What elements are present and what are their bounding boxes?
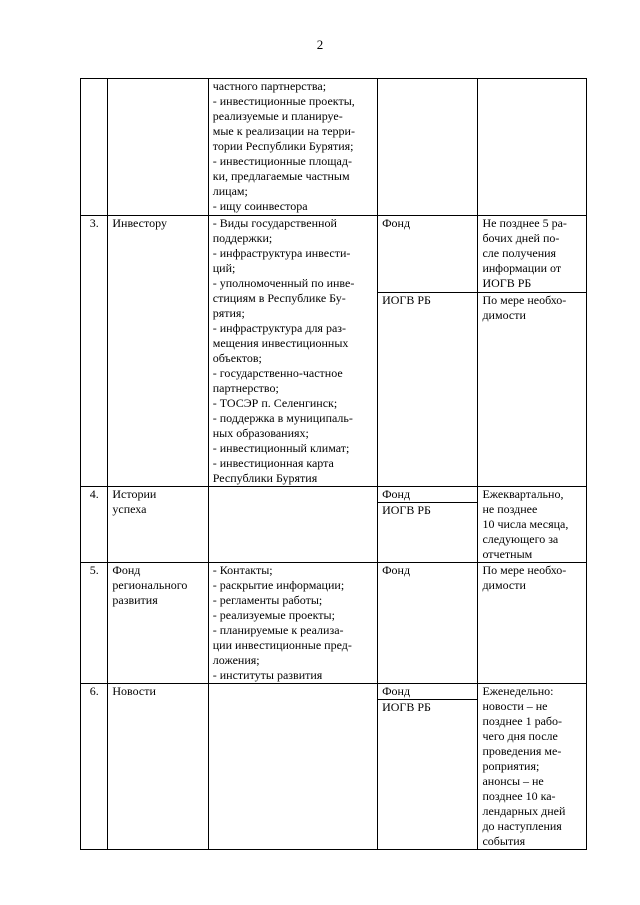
deadline [478,684,587,850]
table-row [81,684,587,850]
section-content-line: - регламенты работы; [212,593,323,607]
section-content [208,487,377,563]
section-name [108,216,208,487]
section-content-line: - реализуемые проекты; [212,608,335,622]
table-row [81,79,587,216]
responsible [378,487,478,563]
section-content-line: поддержки; [212,231,273,245]
section-content-line: ных образованиях; [212,426,309,440]
deadline-line: новости – не [482,699,548,713]
deadline-line: проведения ме- [482,744,562,758]
deadline-line: 10 числа месяца, [482,517,569,531]
section-content-line: - поддержка в муниципаль- [212,411,353,425]
section-content [208,79,377,216]
section-content [208,563,377,684]
section-content-line: реализуемые и планируе- [212,109,343,123]
deadline-line: димости [482,578,526,592]
section-content-line: ций; [212,261,236,275]
responsible-line: Фонд [382,216,411,230]
section-content-line: объектов; [212,351,262,365]
section-content-line: - Контакты; [212,563,273,577]
deadline-line: ИОГВ РБ [482,276,532,290]
section-content-line: частного партнерства; [212,79,327,93]
deadline-line: По мере необхо- [482,563,567,577]
section-content-line: - инвестиционные проекты, [212,94,355,108]
section-content-line: - раскрытие информации; [212,578,345,592]
responsible [378,684,478,850]
section-content-line: стициям в Республике Бу- [212,291,346,305]
deadline-line: Ежеквартально, [482,487,564,501]
section-content-line: - Виды государственной [212,216,337,230]
section-content-line: тории Республики Бурятия; [212,139,354,153]
section-content-line: Республики Бурятия [212,471,318,485]
section-content-line: - уполномоченный по инве- [212,276,355,290]
section-content-line: - инвестиционная карта [212,456,334,470]
deadline-line: Еженедельно: [482,684,554,698]
deadline-line: чего дня после [482,729,558,743]
section-content-line: - инфраструктура для раз- [212,321,347,335]
row-number-line: 6. [89,684,99,698]
deadline-line: лендарных дней [482,804,566,818]
responsible-entry: Фонд [378,684,477,700]
row-number [81,487,108,563]
responsible-line: ИОГВ РБ [382,293,431,307]
row-number-line: 5. [89,563,99,577]
deadline-line: отчетным [482,547,533,561]
section-content-line: - инфраструктура инвести- [212,246,351,260]
section-content [208,684,377,850]
section-content-line: ложения; [212,653,260,667]
deadline-line: позднее 1 рабо- [482,714,563,728]
responsible [378,293,478,487]
section-name-line: Новости [112,684,156,698]
section-content-line: - государственно-частное [212,366,343,380]
schedule-table [80,78,587,850]
section-name [108,79,208,216]
section-name-line: успеха [112,502,147,516]
deadline-line: до наступления [482,819,562,833]
section-content-line: мещения инвестиционных [212,336,349,350]
table-row [81,563,587,684]
section-name [108,487,208,563]
section-content-line: лицам; [212,184,248,198]
table-row [81,216,587,293]
deadline-line: следующего за [482,532,559,546]
section-name [108,684,208,850]
responsible-entry: Фонд [382,563,411,577]
section-content [208,216,377,487]
deadline-line: Не позднее 5 ра- [482,216,567,230]
deadline-line: анонсы – не [482,774,544,788]
section-content-line: - инвестиционный климат; [212,441,350,455]
deadline-line: не позднее [482,502,538,516]
table-row [81,487,587,563]
section-name-line: Фонд [112,563,141,577]
responsible [378,563,478,684]
section-content-line: - институты развития [212,668,323,682]
section-content-line: ки, предлагаемые частным [212,169,350,183]
section-name-line: Истории [112,487,157,501]
section-content-line: - инвестиционные площад- [212,154,352,168]
section-name-line: регионального [112,578,188,592]
responsible-entry: ИОГВ РБ [382,503,431,517]
row-number [81,79,108,216]
deadline-line: бочих дней по- [482,231,560,245]
deadline-line: информации от [482,261,562,275]
deadline-line: По мере необхо- [482,293,567,307]
section-content-line: партнерство; [212,381,279,395]
row-number [81,684,108,850]
deadline [478,293,587,487]
deadline [478,487,587,563]
section-name [108,563,208,684]
section-content-line: ции инвестиционные пред- [212,638,352,652]
deadline-line: димости [482,308,526,322]
page-number: 2 [316,37,324,52]
section-name-line: Инвестору [112,216,167,230]
deadline-line: сле получения [482,246,557,260]
responsible [378,216,478,293]
deadline-line: события [482,834,526,848]
deadline-line: позднее 10 ка- [482,789,556,803]
deadline [478,563,587,684]
deadline [478,216,587,293]
responsible [378,79,478,216]
deadline-line: роприятия; [482,759,540,773]
section-content-line: рятия; [212,306,245,320]
deadline [478,79,587,216]
section-content-line: - ТОСЭР п. Селенгинск; [212,396,338,410]
row-number-line: 3. [89,216,99,230]
row-number [81,216,108,487]
section-content-line: - планируемые к реализа- [212,623,344,637]
row-number [81,563,108,684]
responsible-entry: ИОГВ РБ [382,700,431,714]
responsible-entry: Фонд [378,487,477,503]
row-number-line: 4. [89,487,99,501]
section-name-line: развития [112,593,158,607]
section-content-line: - ищу соинвестора [212,199,308,213]
section-content-line: мые к реализации на терри- [212,124,355,138]
